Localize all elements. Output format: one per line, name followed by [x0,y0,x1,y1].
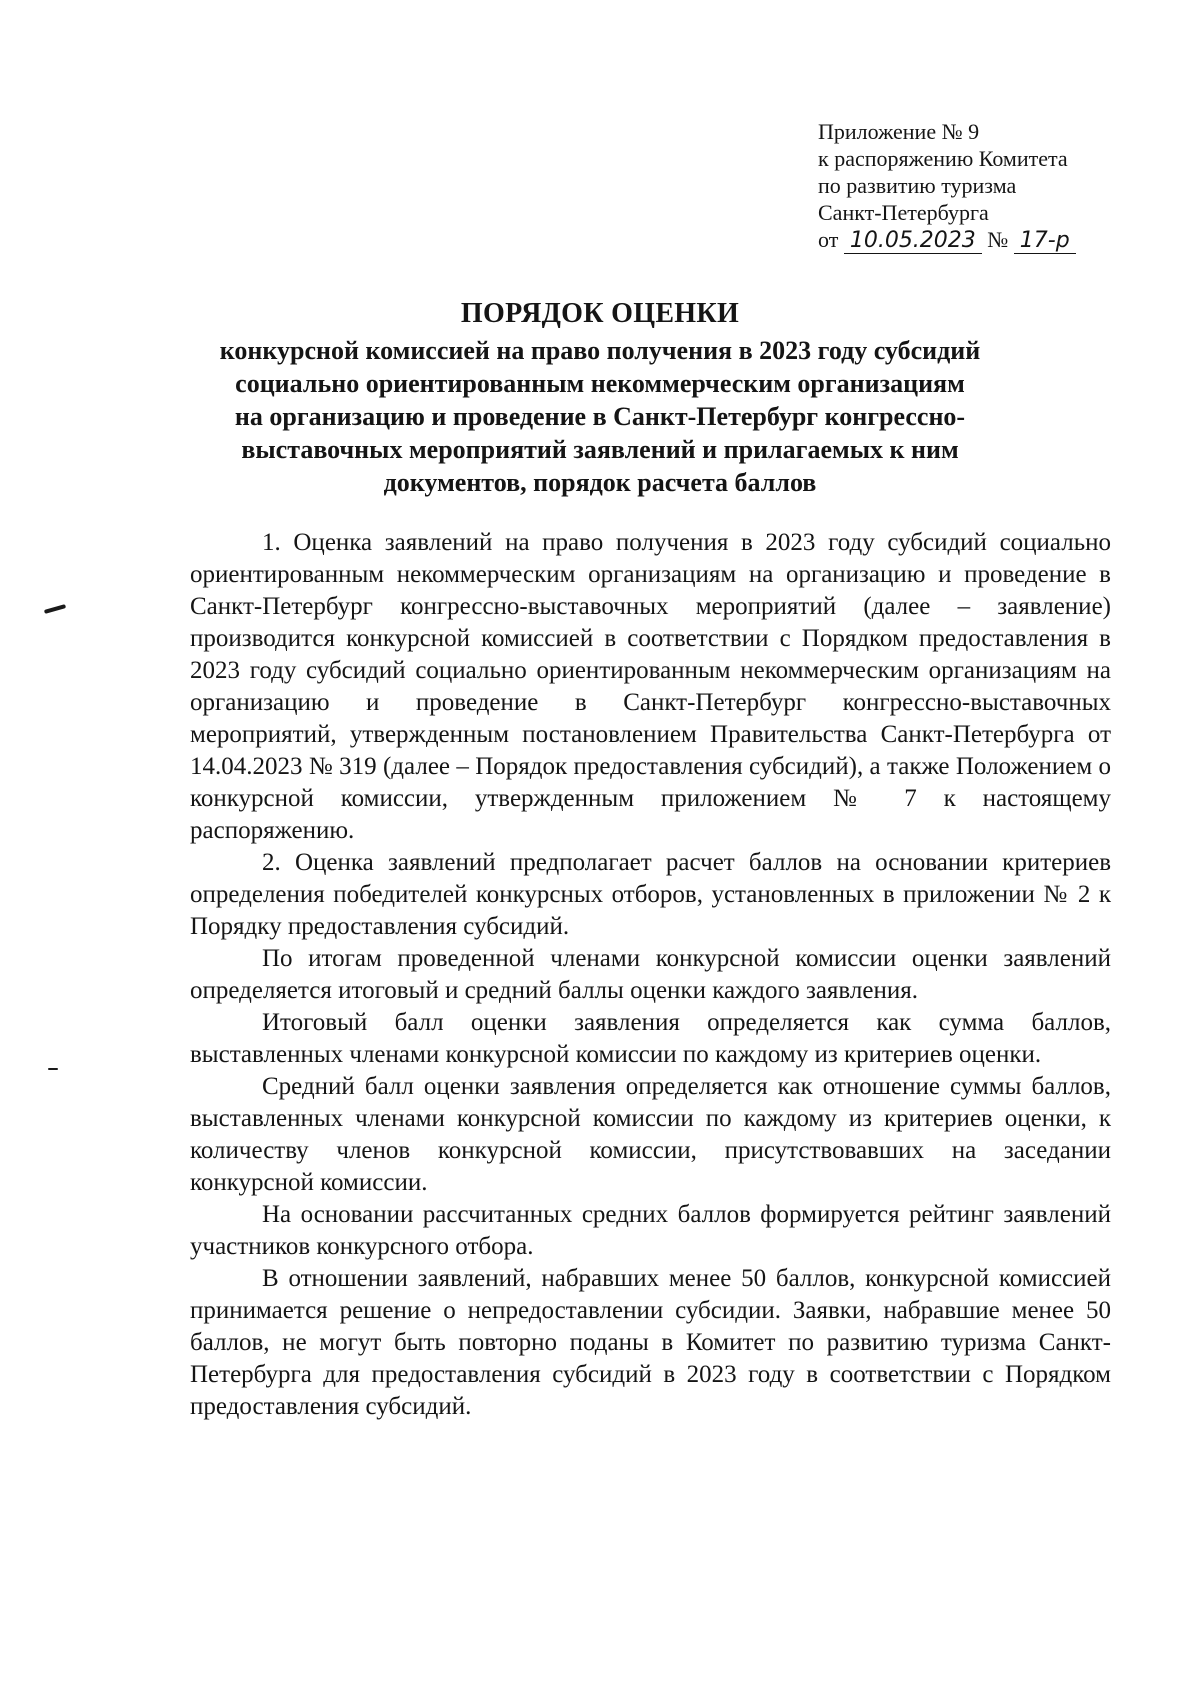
paragraph: Итоговый балл оценки заявления определяется как сумма баллов, выставленных членами конкурсной комиссии по каждому из критериев оценки. [190,1009,1111,1068]
approval-line: к распоряжению Комитета [818,146,1068,171]
subtitle-line: выставочных мероприятий заявлений и прилагаемых к ним [241,435,959,464]
handwritten-date: 10.05.2023 [844,229,982,254]
number-prefix: № [987,227,1009,252]
subtitle-line: социально ориентированным некоммерческим организациям [235,369,965,398]
paragraph: В отношении заявлений, набравших менее 50 баллов, конкурсной комиссией принимается решение о непредоставлении субсидии. Заявки, набравшие менее 50 баллов, не могут быть повторно поданы в Комитет по развитию туризма Санкт-Петербурга для предоставления субсидий в 2023 году в соответствии с Порядком предоставления субсидий. [190,1265,1111,1420]
margin-pen-mark [44,604,66,614]
approval-block [818,118,1178,254]
handwritten-number: 17-р [1014,229,1076,254]
approval-line: Санкт-Петербурга [818,200,989,225]
paragraph: По итогам проведенной членами конкурсной комиссии оценки заявлений определяется итоговый и средний баллы оценки каждого заявления. [190,945,1111,1004]
approval-line: по развитию туризма [818,173,1017,198]
paragraph: Средний балл оценки заявления определяется как отношение суммы баллов, выставленных членами конкурсной комиссии по каждому из критериев оценки, к количеству членов конкурсной комиссии, присутствовавших на заседании конкурсной комиссии. [190,1073,1111,1196]
paragraph: 1. Оценка заявлений на право получения в 2023 году субсидий социально ориентированным некоммерческим организациям на организацию и проведение в Санкт-Петербург конгрессно-выставочных мероприятий (далее – заявление) производится конкурсной комиссией в соответствии с Порядком предоставления в 2023 году субсидий социально ориентированным некоммерческим организациям на организацию и проведение в Санкт-Петербург конгрессно-выставочных мероприятий, утвержденным постановлением Правительства Санкт-Петербурга от 14.04.2023 № 319 (далее – Порядок предоставления субсидий), а также Положением о конкурсной комиссии, утвержденным приложением № 7 к настоящему распоряжению. [190,529,1111,844]
margin-pen-mark [48,1068,58,1070]
subtitle-line: конкурсной комиссией на право получения в 2023 году субсидий [219,336,981,365]
approval-date-line [818,226,1178,254]
paragraph: На основании рассчитанных средних баллов формируется рейтинг заявлений участников конкурсного отбора. [190,1201,1111,1260]
subtitle-line: на организацию и проведение в Санкт-Петербург конгрессно- [234,402,966,431]
date-prefix: от [818,227,839,252]
document-body [190,527,1111,1423]
paragraph: 2. Оценка заявлений предполагает расчет баллов на основании критериев определения победителей конкурсных отборов, установленных в приложении № 2 к Порядку предоставления субсидий. [190,849,1111,940]
subtitle-line: документов, порядок расчета баллов [383,468,817,497]
approval-line: Приложение № 9 [818,119,980,144]
document-title: ПОРЯДОК ОЦЕНКИ [460,298,740,329]
document-subtitle [180,334,1020,499]
